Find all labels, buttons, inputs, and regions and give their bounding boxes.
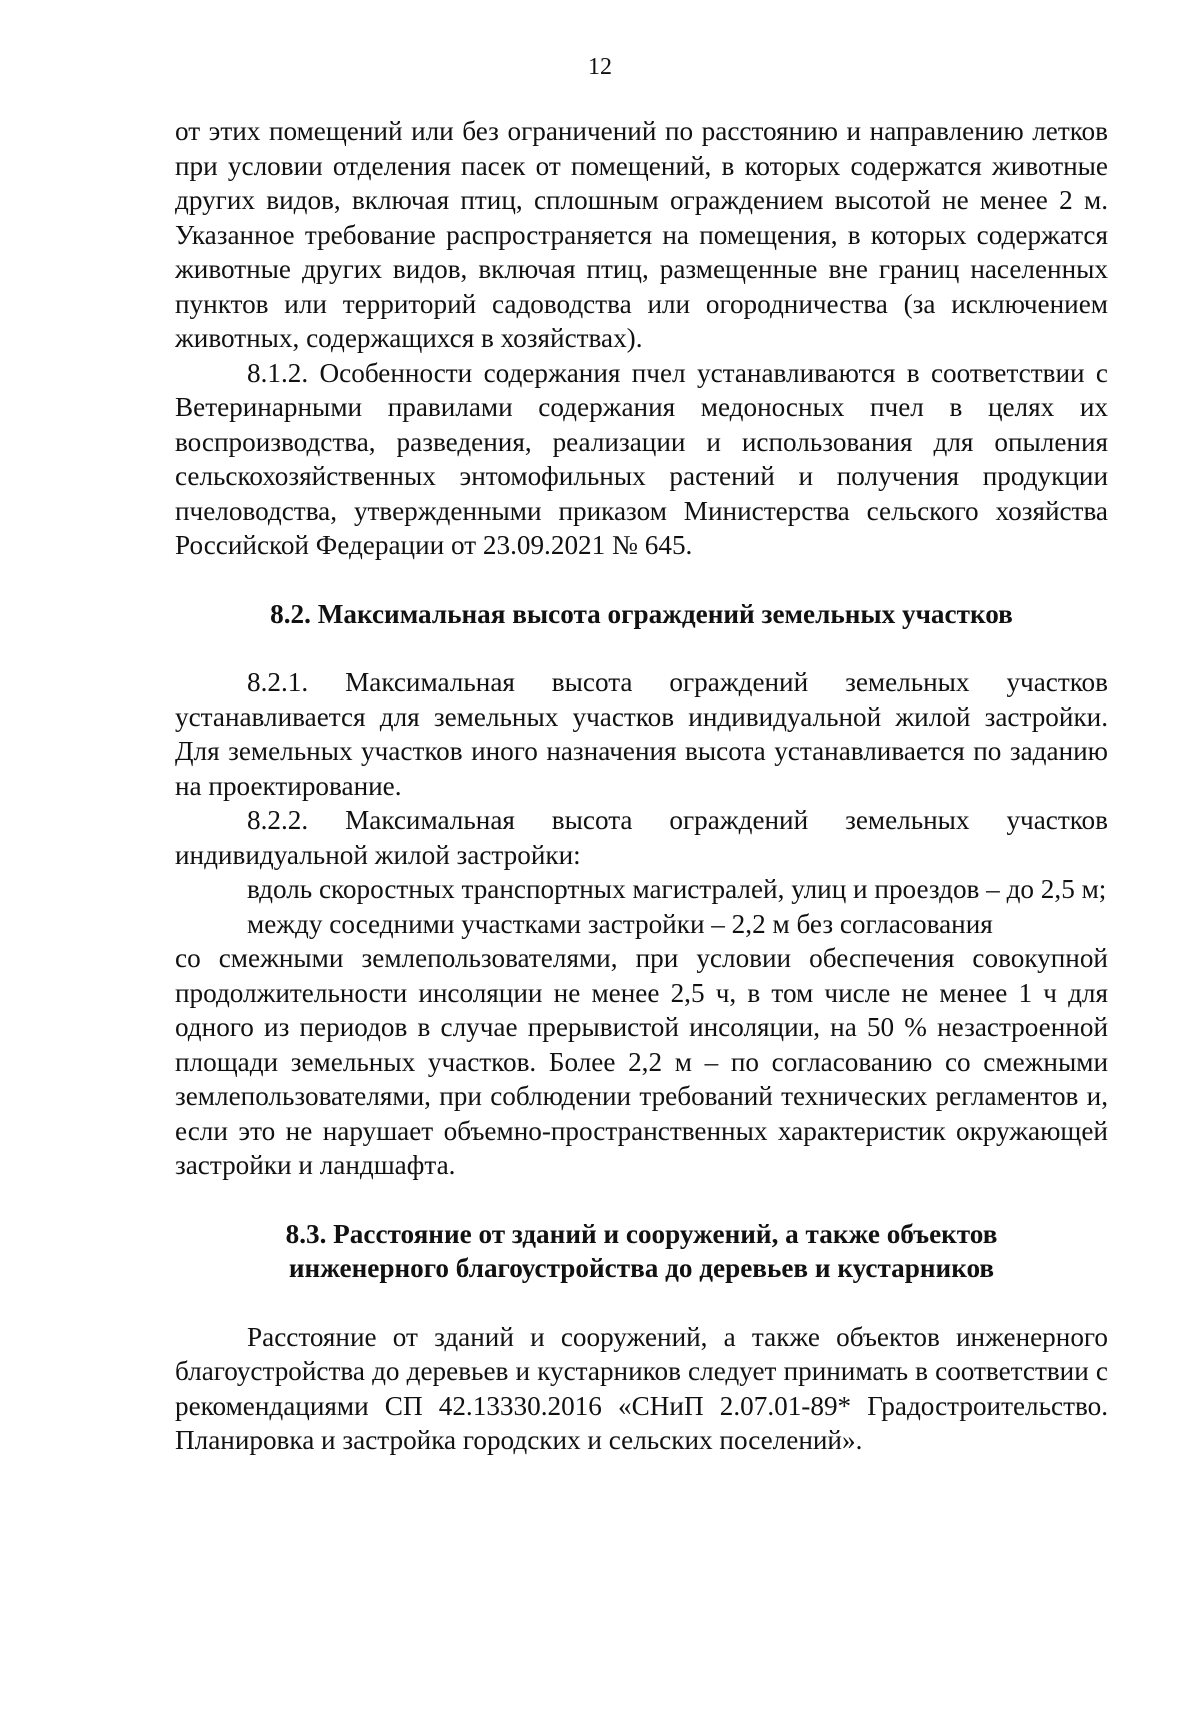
section-heading-8-3-line1: 8.3. Расстояние от зданий и сооружений, а также объектов [285,1218,998,1249]
document-body [175,114,1108,1458]
paragraph-along-roads: вдоль скоростных транспортных магистралей, улиц и проездов – до 2,5 м; [247,874,1107,904]
paragraph-8-2-2: 8.2.2. Максимальная высота ограждений земельных участков индивидуальной жилой застройки: [175,805,1108,870]
section-heading-8-3 [175,1217,1108,1286]
section-heading-8-3-line2: инженерного благоустройства до деревьев и кустарников [288,1253,995,1283]
paragraph-continuation: от этих помещений или без ограничений по расстоянию и направлению летков при условии отделения пасек от помещений, в которых содержатся животные других видов, включая птиц, сплошным ограждением высотой не менее 2 м. Указанное требование распространяется на помещения, в которых содержатся животные других видов, включая птиц, размещенные вне границ населенных пунктов или территорий садоводства или огородничества (за исключением животных, содержащихся в хозяйствах). [175,116,1108,353]
paragraph-between-plots-rest: со смежными землепользователями, при условии обеспечения совокупной продолжительности инсоляции не менее 2,5 ч, в том числе не менее 1 ч для одного из периодов в случае прерывистой инсоляции, на 50 % незастроенной площади земельных участков. Более 2,2 м – по согласованию со смежными землепользователями, при соблюдении требований технических регламентов и, если это не нарушает объемно-пространственных характеристик окружающей застройки и ландшафта. [175,943,1108,1180]
paragraph-between-plots-first-line: между соседними участками застройки – 2,2 м без согласования [247,908,993,939]
section-heading-8-2: 8.2. Максимальная высота ограждений земельных участков [270,598,1013,629]
paragraph-8-1-2: 8.1.2. Особенности содержания пчел устанавливаются в соответствии с Ветеринарными правилами содержания медоносных пчел в целях их воспроизводства, разведения, реализации и использования для опыления сельскохозяйственных энтомофильных растений и получения продукции пчеловодства, утвержденными приказом Министерства сельского хозяйства Российской Федерации от 23.09.2021 № 645. [175,357,1108,560]
paragraph-8-2-1: 8.2.1. Максимальная высота ограждений земельных участков устанавливается для земельных участков индивидуальной жилой застройки. Для земельных участков иного назначения высота устанавливается по заданию на проектирование. [175,667,1108,801]
page-number: 12 [588,54,612,80]
paragraph-8-3-distance: Расстояние от зданий и сооружений, а также объектов инженерного благоустройства до деревьев и кустарников следует принимать в соответствии с рекомендациями СП 42.13330.2016 «СНиП 2.07.01-89* Градостроительство. Планировка и застройка городских и сельских поселений». [175,1321,1108,1455]
